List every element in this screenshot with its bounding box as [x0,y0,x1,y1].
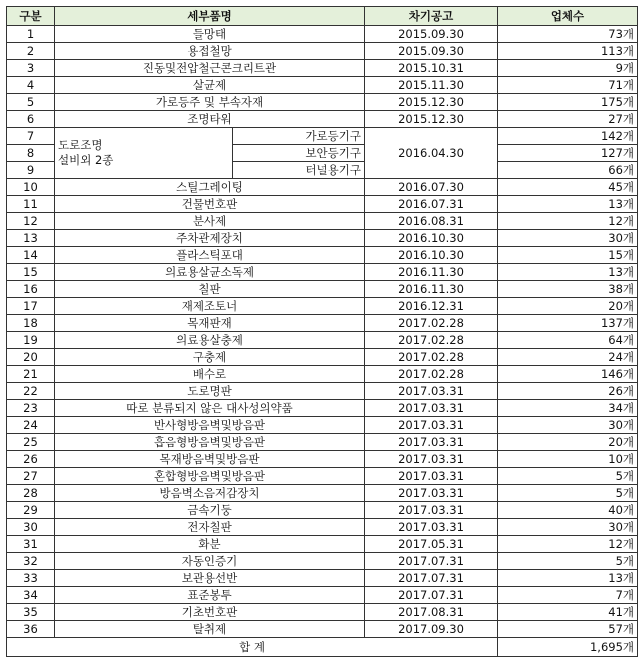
row-item: 용접철망 [55,43,365,60]
row-count: 38개 [498,281,638,298]
row-count: 27개 [498,111,638,128]
row-count: 12개 [498,536,638,553]
row-count: 41개 [498,604,638,621]
row-number: 3 [7,60,55,77]
table-row [7,536,638,553]
row-date: 2017.02.28 [365,332,498,349]
row-item: 탈취제 [55,621,365,638]
row-count: 57개 [498,621,638,638]
row-sub-item: 터널용기구 [233,162,365,179]
row-count: 71개 [498,77,638,94]
row-date: 2017.07.31 [365,587,498,604]
row-number: 27 [7,468,55,485]
row-date: 2017.03.31 [365,519,498,536]
row-number: 30 [7,519,55,536]
row-number: 6 [7,111,55,128]
table-row [7,60,638,77]
row-number: 31 [7,536,55,553]
table-row [7,43,638,60]
row-item: 살균제 [55,77,365,94]
table-row [7,417,638,434]
row-number: 14 [7,247,55,264]
row-item: 혼합형방음벽및방음판 [55,468,365,485]
row-number: 32 [7,553,55,570]
table-row [7,485,638,502]
table-body [7,26,638,657]
row-count: 5개 [498,468,638,485]
table-row [7,621,638,638]
row-item: 칠판 [55,281,365,298]
row-count: 5개 [498,485,638,502]
table-row [7,349,638,366]
row-count: 12개 [498,213,638,230]
row-count: 45개 [498,179,638,196]
row-item: 진동및전압철근콘크리트관 [55,60,365,77]
row-date: 2017.02.28 [365,349,498,366]
row-item: 목재판재 [55,315,365,332]
header-row [7,7,638,26]
table-row [7,587,638,604]
row-number: 21 [7,366,55,383]
table-row [7,281,638,298]
row-item: 배수로 [55,366,365,383]
row-date: 2017.08.31 [365,604,498,621]
row-number: 15 [7,264,55,281]
row-count: 30개 [498,230,638,247]
row-item: 분사제 [55,213,365,230]
row-date: 2016.11.30 [365,281,498,298]
table-row [7,519,638,536]
row-count: 34개 [498,400,638,417]
row-count: 24개 [498,349,638,366]
table-row [7,502,638,519]
table-row [7,434,638,451]
row-number: 24 [7,417,55,434]
table-row [7,179,638,196]
row-item: 가로등주 및 부속자재 [55,94,365,111]
row-sub-item: 가로등기구 [233,128,365,145]
row-date: 2016.08.31 [365,213,498,230]
row-number: 35 [7,604,55,621]
row-number: 16 [7,281,55,298]
row-number: 18 [7,315,55,332]
row-count: 7개 [498,587,638,604]
table-row [7,264,638,281]
row-number: 4 [7,77,55,94]
row-count: 127개 [498,145,638,162]
table-row [7,298,638,315]
row-number: 10 [7,179,55,196]
row-number: 22 [7,383,55,400]
table-row [7,247,638,264]
row-count: 10개 [498,451,638,468]
row-date: 2015.09.30 [365,26,498,43]
row-date: 2015.12.30 [365,94,498,111]
row-number: 2 [7,43,55,60]
table-row [7,570,638,587]
row-number: 34 [7,587,55,604]
row-count: 142개 [498,128,638,145]
group-label [55,128,233,179]
row-number: 12 [7,213,55,230]
total-count: 1,695개 [498,638,638,657]
table-row [7,553,638,570]
table-row [7,94,638,111]
row-item: 들망태 [55,26,365,43]
row-item: 전자칠판 [55,519,365,536]
row-count: 15개 [498,247,638,264]
header-no: 구분 [7,7,55,26]
row-count: 30개 [498,417,638,434]
row-count: 9개 [498,60,638,77]
header-date: 차기공고 [365,7,498,26]
row-date: 2016.10.30 [365,247,498,264]
table-row [7,366,638,383]
row-number: 7 [7,128,55,145]
row-count: 113개 [498,43,638,60]
row-count: 40개 [498,502,638,519]
row-number: 13 [7,230,55,247]
table-row [7,400,638,417]
row-date: 2017.03.31 [365,400,498,417]
table-row [7,468,638,485]
table-row [7,451,638,468]
row-item: 화분 [55,536,365,553]
row-count: 66개 [498,162,638,179]
row-item: 보관용선반 [55,570,365,587]
row-number: 20 [7,349,55,366]
row-date: 2017.09.30 [365,621,498,638]
table-row [7,26,638,43]
row-sub-item: 보안등기구 [233,145,365,162]
row-date: 2016.11.30 [365,264,498,281]
row-count: 73개 [498,26,638,43]
group-date: 2016.04.30 [365,128,498,179]
row-number: 26 [7,451,55,468]
row-item: 플라스틱포대 [55,247,365,264]
row-item: 구충제 [55,349,365,366]
row-item: 기초번호판 [55,604,365,621]
row-count: 13개 [498,570,638,587]
row-date: 2017.02.28 [365,315,498,332]
row-number: 36 [7,621,55,638]
row-date: 2016.07.30 [365,179,498,196]
row-count: 26개 [498,383,638,400]
row-item: 건물번호판 [55,196,365,213]
row-number: 29 [7,502,55,519]
row-item: 주차관제장치 [55,230,365,247]
table-row [7,332,638,349]
table-row [7,111,638,128]
row-count: 30개 [498,519,638,536]
row-count: 146개 [498,366,638,383]
row-number: 25 [7,434,55,451]
row-date: 2016.10.30 [365,230,498,247]
table-row [7,213,638,230]
row-item: 스틸그레이팅 [55,179,365,196]
row-date: 2017.03.31 [365,502,498,519]
row-date: 2015.12.30 [365,111,498,128]
row-number: 28 [7,485,55,502]
row-number: 5 [7,94,55,111]
row-date: 2016.12.31 [365,298,498,315]
header-count: 업체수 [498,7,638,26]
row-number: 33 [7,570,55,587]
table-row [7,604,638,621]
row-item: 목재방음벽및방음판 [55,451,365,468]
row-item: 자동인증기 [55,553,365,570]
row-date: 2015.10.31 [365,60,498,77]
row-count: 175개 [498,94,638,111]
table-row [7,77,638,94]
row-date: 2017.03.31 [365,417,498,434]
row-date: 2017.05.31 [365,536,498,553]
group-label-line2: 설비외 2종 [58,153,114,167]
row-item: 따로 분류되지 않은 대사성의약품 [55,400,365,417]
row-date: 2015.11.30 [365,77,498,94]
table-row [7,230,638,247]
row-date: 2017.03.31 [365,451,498,468]
row-item: 방음벽소음저감장치 [55,485,365,502]
table-row [7,128,638,145]
header-item: 세부품명 [55,7,365,26]
row-count: 20개 [498,298,638,315]
row-number: 9 [7,162,55,179]
group-label-line1: 도로조명 [58,138,103,152]
row-number: 19 [7,332,55,349]
total-row [7,638,638,657]
row-item: 도로명판 [55,383,365,400]
row-item: 반사형방음벽및방음판 [55,417,365,434]
row-number: 23 [7,400,55,417]
row-item: 의료용살균소독제 [55,264,365,281]
table-row [7,383,638,400]
row-date: 2016.07.31 [365,196,498,213]
row-date: 2017.07.31 [365,570,498,587]
row-date: 2017.03.31 [365,468,498,485]
row-count: 13개 [498,264,638,281]
row-number: 1 [7,26,55,43]
row-date: 2017.03.31 [365,485,498,502]
row-date: 2017.03.31 [365,434,498,451]
row-item: 흡음형방음벽및방음판 [55,434,365,451]
row-date: 2017.03.31 [365,383,498,400]
row-count: 20개 [498,434,638,451]
row-item: 표준봉투 [55,587,365,604]
row-count: 137개 [498,315,638,332]
row-date: 2015.09.30 [365,43,498,60]
row-date: 2017.02.28 [365,366,498,383]
total-label: 합 계 [7,638,498,657]
row-number: 17 [7,298,55,315]
row-item: 조명타워 [55,111,365,128]
row-count: 13개 [498,196,638,213]
row-count: 64개 [498,332,638,349]
row-count: 5개 [498,553,638,570]
table-row [7,315,638,332]
row-item: 의료용살충제 [55,332,365,349]
table-row [7,196,638,213]
row-item: 재제조토너 [55,298,365,315]
row-date: 2017.07.31 [365,553,498,570]
row-number: 8 [7,145,55,162]
row-number: 11 [7,196,55,213]
row-item: 금속기둥 [55,502,365,519]
procurement-table [6,6,638,657]
